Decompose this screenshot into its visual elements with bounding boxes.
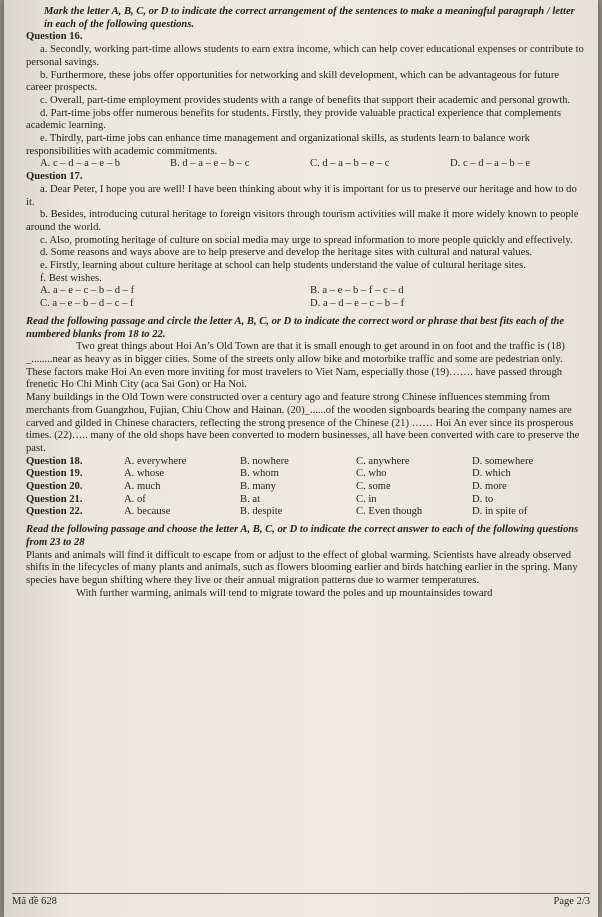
passage2-instruction: Read the following passage and choose the letter A, B, C, or D to indicate the correct answer to each of the following questions from 23 to 28 [26,524,579,548]
answer-row-21 [26,494,586,507]
page-footer [12,893,590,907]
option-21-b[interactable]: B. at [240,493,261,505]
option-20-a[interactable]: A. much [124,481,161,493]
q17-options-row2 [26,298,586,311]
q17-option-b[interactable]: B. a – e – b – f – c – d [310,285,404,297]
option-20-b[interactable]: B. many [240,481,276,493]
option-18-d[interactable]: D. somewhere [472,455,534,467]
option-18-b[interactable]: B. nowhere [240,455,289,467]
q16-options [26,158,586,171]
option-19-c[interactable]: C. who [356,468,387,480]
option-18-a[interactable]: A. everywhere [124,455,187,467]
q16-label: Question 16. [26,31,83,43]
answer-row-label: Question 21. [26,493,83,505]
option-18-c[interactable]: C. anywhere [356,455,410,467]
q17-sentence-b: b. Besides, introducing cutural heritage to foreign visitors through tourism activities will make it more widely known to people around the world. [26,209,579,233]
q16-option-c[interactable]: C. d – a – b – e – c [310,158,390,170]
option-22-b[interactable]: B. despite [240,506,283,518]
q16-sentence-a: a. Secondly, working part-time allows students to earn extra income, which can help cover educational expenses or contribute to personal savings. [26,44,584,68]
q17-sentence-e: e. Firstly, learning about culture heritage at school can help students understand the value of cultural heritage sites. [40,260,526,272]
q16-option-a[interactable]: A. c – d – a – e – b [40,158,121,170]
exam-page [4,0,598,917]
q17-label: Question 17. [26,171,83,183]
answer-row-label: Question 18. [26,455,83,467]
answer-row-18 [26,456,586,469]
q17-sentence-c: c. Also, promoting heritage of culture on social media may urge to spread information to more people quickly and effectively. [40,234,573,246]
page-number: Page 2/3 [553,896,590,907]
passage1-paragraph1: Two great things about Hoi An’s Old Town are that it is small enough to get around in on foot and the traffic is (18) _........near as heavy as in bigger cities. Some of the streets only allow bike and motorbike traffic and some are pedestrian only. These factors make Hoi An even more inviting for most travelers to Viet Nam, especially those (19)……. have passed through frenetic Ho Chi Minh City (aca Sai Gon) or Ha Noi. [26,341,565,391]
q17-options-row1 [26,285,586,298]
passage2-paragraph2: With further warming, animals will tend to migrate toward the poles and up mountainsides toward [76,587,493,599]
answer-row-19 [26,468,586,481]
option-20-d[interactable]: D. more [472,481,507,493]
q16-sentence-c: c. Overall, part-time employment provides students with a range of benefits that support their academic and personal growth. [40,94,571,106]
q17-sentence-f: f. Best wishes. [40,272,102,284]
q16-sentence-b: b. Furthermore, these jobs offer opportunities for networking and skill development, which can be advantageous for future career prospects. [26,69,560,94]
q17-option-d[interactable]: D. a – d – e – c – b – f [310,298,405,310]
passage1-paragraph2: Many buildings in the Old Town were constructed over a century ago and feature strong Chinese influences stemming from merchants from Guangzhou, Fujian, Chiu Chow and Hainan. (20)_......of the wooden signboards bearing the company names are carved and gilded in Chinese characters, reflecting the strong presence of the Chinese (21) …… Hoi An ever since its prosperous times. (22)….. many of the old shops have been converted to modern businesses, all have been converted with care to preserve the past. [26,392,580,454]
answer-row-label: Question 19. [26,468,83,480]
option-21-c[interactable]: C. in [356,493,377,505]
option-19-b[interactable]: B. whom [240,468,279,480]
passage1-instruction: Read the following passage and circle the letter A, B, C, or D to indicate the correct word or phrase that best fits each of the numbered blanks from 18 to 22. [26,315,565,340]
option-21-a[interactable]: A. of [124,493,146,505]
answer-row-label: Question 22. [26,506,83,518]
q16-sentence-d: d. Part-time jobs offer numerous benefits for students. Firstly, they provide valuable practical experience that complements academic learning. [26,107,562,132]
q17-option-c[interactable]: C. a – e – b – d – c – f [40,298,134,310]
q17-option-a[interactable]: A. a – e – c – b – d – f [40,285,135,297]
q16-sentence-e: e. Thirdly, part-time jobs can enhance time management and organizational skills, as students learn to balance work responsibilities with academic commitments. [26,133,530,157]
q17-sentence-a: a. Dear Peter, I hope you are well! I have been thinking about why it is important for us to preserve our heritage and how to do it. [26,183,577,208]
q17-sentence-d: d. Some reasons and ways above are to help preserve and develop the heritage sites with cultural and natural values. [40,247,533,259]
q16-instruction: Mark the letter A, B, C, or D to indicate the correct arrangement of the sentences to make a meaningful paragraph / letter in each of the following questions. [44,6,575,30]
passage2-paragraph1: Plants and animals will find it difficult to escape from or adjust to the effect of global warming. Scientists have already observed shifts in the lifecycles of many plants and animals, such as flowers blooming earlier and birds hatching earlier in the spring. Many species have begun shifting where they live or their annual migration patterns due to warmer temperatures. [26,549,578,586]
option-19-d[interactable]: D. which [472,468,511,480]
option-22-c[interactable]: C. Even though [356,506,423,518]
option-19-a[interactable]: A. whose [124,468,165,480]
option-20-c[interactable]: C. some [356,481,391,493]
q16-option-b[interactable]: B. d – a – e – b – c [170,158,250,170]
option-22-a[interactable]: A. because [124,506,171,518]
answer-row-label: Question 20. [26,481,83,493]
exam-content [26,6,586,600]
option-22-d[interactable]: D. in spite of [472,506,528,518]
option-21-d[interactable]: D. to [472,493,494,505]
answer-row-20 [26,481,586,494]
q16-option-d[interactable]: D. c – d – a – b – e [450,158,531,170]
answer-options-table [26,456,586,520]
answer-row-22 [26,506,586,519]
exam-code: Mã đề 628 [12,896,57,907]
